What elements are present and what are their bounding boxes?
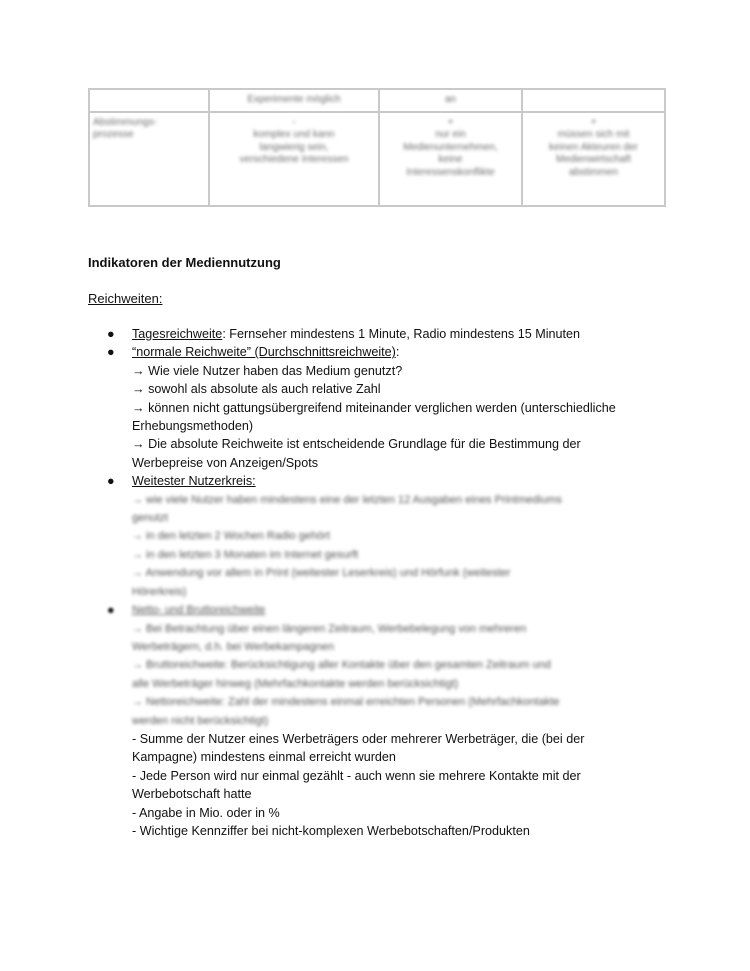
blurred-line: alle Werbeträger hinweg (Mehrfachkontakte werden berücksichtigt) — [132, 677, 459, 690]
term: Netto- und Bruttoreichweite — [132, 604, 266, 617]
list-item — [88, 601, 688, 730]
text-line: Erhebungsmethoden) — [132, 419, 254, 434]
blurred-line: → Bruttoreichweite: Berücksichtigung aller Kontakte über den gesamten Zeitraum und — [132, 659, 551, 672]
text-line: - Wichtige Kennziffer bei nicht-komplexen Werbebotschaften/Produkten — [132, 823, 530, 838]
table-cell: an — [379, 89, 522, 112]
text-line: Werbepreise von Anzeigen/Spots — [132, 455, 318, 470]
table-cell — [522, 89, 665, 112]
text-line: → Die absolute Reichweite ist entscheidende Grundlage für die Bestimmung der — [132, 437, 581, 452]
text-line: - Jede Person wird nur einmal gezählt - auch wenn sie mehrere Kontakte mit der — [132, 768, 581, 783]
text-line: → sowohl als absolute als auch relative Zahl — [132, 382, 381, 397]
text-line: - Summe der Nutzer eines Werbeträgers oder mehrerer Werbeträger, die (bei der — [132, 731, 585, 746]
comparison-table — [88, 88, 666, 207]
blurred-line: → Bei Betrachtung über einen längeren Zeitraum, Werbebelegung von mehreren — [132, 622, 527, 635]
bullet-icon: ● — [107, 345, 115, 360]
bullet-icon: ● — [107, 603, 115, 618]
trailing-text — [132, 730, 688, 840]
table-cell: + nur ein Medienunternehmen, keine Interessenskonflikte — [379, 112, 522, 206]
list-item: ● Tagesreichweite: Fernseher mindestens 1 Minute, Radio mindestens 15 Minuten — [88, 325, 688, 343]
blurred-line: → Nettoreichweite: Zahl der mindestens einmal erreichten Personen (Mehrfachkontakte — [132, 696, 560, 709]
table-cell: Abstimmungs- prozesse — [89, 112, 209, 206]
list-item — [88, 472, 688, 601]
text-line: Werbebotschaft hatte — [132, 787, 252, 802]
text-line: - Angabe in Mio. oder in % — [132, 805, 280, 820]
blurred-line: → Anwendung vor allem in Print (weitester Leserkreis) und Hörfunk (weitester — [132, 567, 511, 580]
document-body — [88, 325, 688, 840]
term: “normale Reichweite” (Durchschnittsreichweite) — [132, 345, 396, 360]
term: Tagesreichweite — [132, 327, 223, 341]
table-cell: - komplex und kann langwierig sein, verschiedene Interessen — [209, 112, 379, 206]
text-line: → Wie viele Nutzer haben das Medium genutzt? — [132, 363, 403, 378]
table-row — [89, 89, 665, 112]
blurred-line: Hörerkreis) — [132, 585, 187, 598]
list-item: ● “normale Reichweite” (Durchschnittsreichweite): → Wie viele Nutzer haben das Medium genutzt? → sowohl als absolute als auch relative Zahl → können nicht gattungsübergreifend miteinander verglichen werden (unterschiedliche Erhebungsmethoden) → Die absolute Reichweite ist entscheidende Grundlage für die Bestimmung der Werbepreise von Anzeigen/Spots — [88, 343, 688, 472]
table-row — [89, 112, 665, 206]
blurred-line: → in den letzten 2 Wochen Radio gehört — [132, 530, 330, 543]
bullet-icon: ● — [107, 327, 115, 341]
blurred-line: werden nicht berücksichtigt) — [132, 714, 269, 727]
blurred-line: → in den letzten 3 Monaten im Internet gesurft — [132, 548, 359, 561]
table-cell: + müssen sich mit keinen Akteuren der Medienwirtschaft abstimmen — [522, 112, 665, 206]
blurred-line: → wie viele Nutzer haben mindestens eine der letzten 12 Ausgaben eines Printmediums — [132, 493, 562, 506]
section-heading: Indikatoren der Mediennutzung — [88, 255, 281, 270]
blurred-line: genutzt — [132, 512, 169, 525]
text-line: Kampagne) mindestens einmal erreicht wurden — [132, 750, 396, 765]
subheading: Reichweiten: — [88, 291, 163, 306]
table-cell: Experimente möglich — [209, 89, 379, 112]
term: Weitester Nutzerkreis: — [132, 474, 256, 489]
text-line: → können nicht gattungsübergreifend miteinander verglichen werden (unterschiedliche — [132, 400, 616, 415]
bullet-icon: ● — [107, 474, 115, 489]
blurred-line: Werbeträgern, d.h. bei Werbekampagnen — [132, 640, 334, 653]
table-cell — [89, 89, 209, 112]
